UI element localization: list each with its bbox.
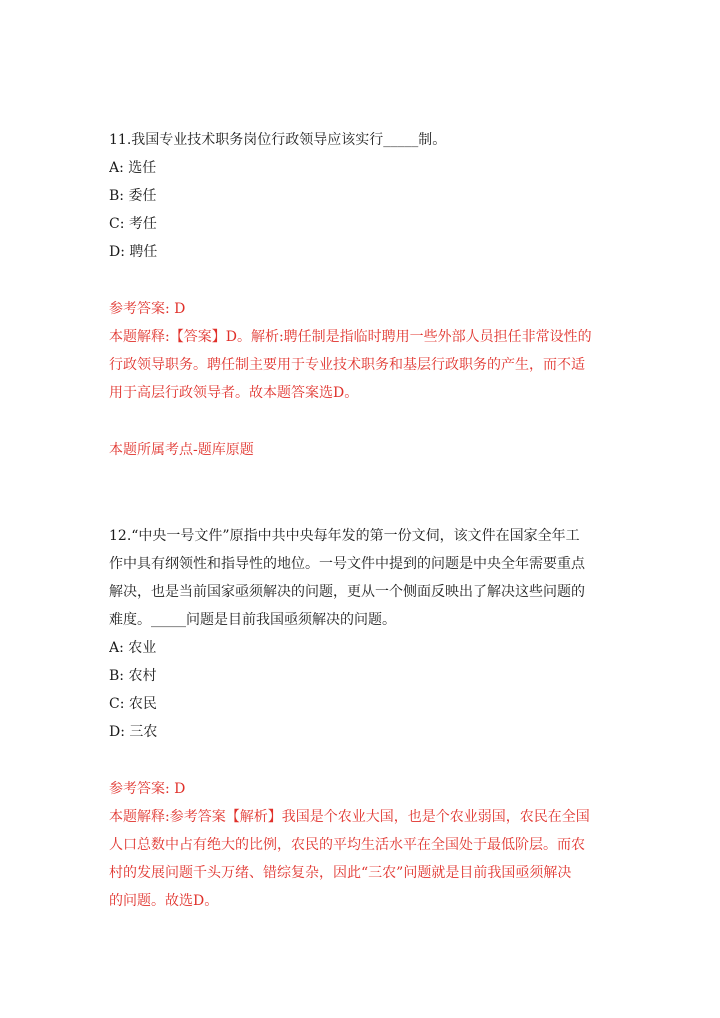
answer-line: 参考答案: D	[109, 301, 186, 317]
knowledge-point: 本题所属考点-题库原题	[109, 442, 254, 458]
answer-line: 参考答案: D	[109, 781, 186, 797]
question-stem-line: 12.“中央一号文件”原指中共中央每年发的第一份文伺，该文件在国家全年工	[109, 528, 580, 544]
explanation-line: 本题解释:【答案】D。解析:聘任制是指临时聘用一些外部人员担任非常设性的	[109, 329, 592, 345]
explanation-line: 本题解释:参考答案【解析】我国是个农业大国，也是个农业弱国，农民在全国	[109, 809, 590, 825]
question-stem-line: 解决，也是当前国家亟须解决的问题，更从一个侧面反映出了解决这些问题的	[109, 584, 585, 600]
explanation-line: 人口总数中占有绝大的比例，农民的平均生活水平在全国处于最低阶层。而农	[109, 837, 585, 853]
option-a: A: 农业	[109, 640, 157, 656]
explanation-line: 行政领导职务。聘任制主要用于专业技术职务和基层行政职务的产生，而不适	[109, 357, 585, 373]
question-stem-line: 难度。_____问题是目前我国亟须解决的问题。	[109, 612, 396, 628]
question-stem: 11.我国专业技术职务岗位行政领导应该实行_____制。	[109, 132, 447, 148]
option-c: C: 农民	[109, 696, 157, 712]
option-d: D: 聘任	[109, 244, 158, 260]
question-stem-line: 作中具有纲领性和指导性的地位。一号文件中提到的问题是中央全年需要重点	[109, 556, 585, 572]
option-b: B: 农村	[109, 668, 157, 684]
option-a: A: 选任	[109, 160, 157, 176]
option-b: B: 委任	[109, 188, 157, 204]
explanation-line: 村的发展问题千头万绪、错综复杂，因此“三农”问题就是目前我国亟须解决	[109, 865, 572, 881]
explanation-line: 的问题。故选D。	[109, 893, 219, 909]
explanation-line: 用于高层行政领导者。故本题答案选D。	[109, 385, 359, 401]
option-c: C: 考任	[109, 216, 157, 232]
option-d: D: 三农	[109, 724, 158, 740]
